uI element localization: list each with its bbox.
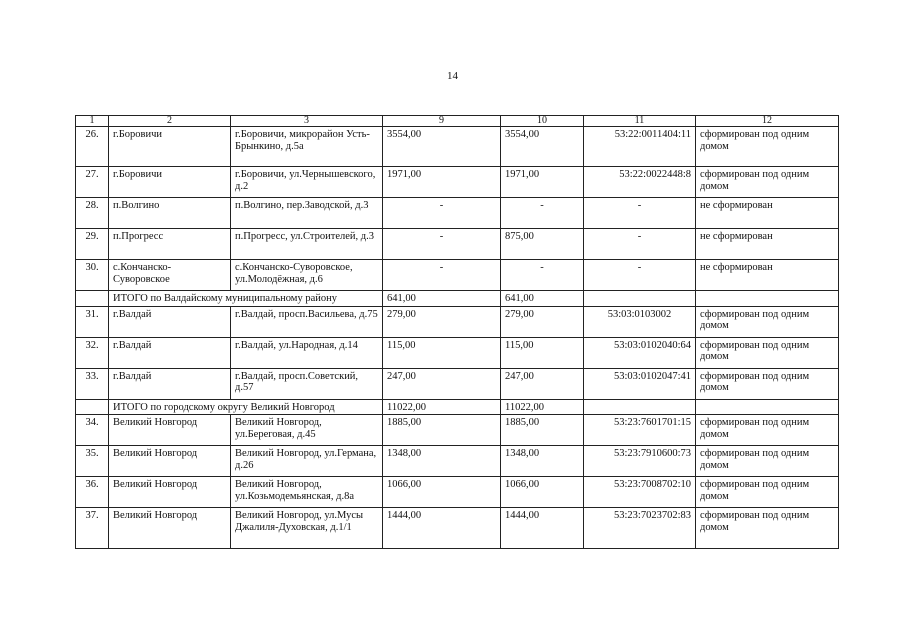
- row-number-cell: 32.: [76, 337, 109, 368]
- settlement-cell: г.Валдай: [109, 306, 231, 337]
- row-number-cell: 33.: [76, 368, 109, 399]
- cadastral-number-cell: -: [584, 229, 696, 260]
- area-col10-cell: 279,00: [501, 306, 584, 337]
- area-col10-cell: 1971,00: [501, 167, 584, 198]
- address-cell: г.Валдай, ул.Народная, д.14: [231, 337, 383, 368]
- row-number-cell: 31.: [76, 306, 109, 337]
- row-number-cell: 28.: [76, 198, 109, 229]
- settlement-cell: Великий Новгород: [109, 477, 231, 508]
- total-label: ИТОГО по Валдайскому муниципальному району: [109, 291, 383, 307]
- area-col9-cell: 3554,00: [383, 127, 501, 167]
- area-col9-cell: 1348,00: [383, 446, 501, 477]
- address-cell: г.Боровичи, ул.Чернышевского, д.2: [231, 167, 383, 198]
- note-cell: сформирован под одним домом: [696, 477, 839, 508]
- cadastral-number-cell: -: [584, 260, 696, 291]
- row-number-cell: 35.: [76, 446, 109, 477]
- area-col10-cell: 3554,00: [501, 127, 584, 167]
- row-number-cell: 27.: [76, 167, 109, 198]
- note-cell: сформирован под одним домом: [696, 415, 839, 446]
- table-row: [76, 337, 839, 368]
- area-col9-cell: 641,00: [383, 291, 501, 307]
- empty-cell: [76, 399, 109, 415]
- settlement-cell: п.Прогресс: [109, 229, 231, 260]
- address-cell: г.Валдай, просп.Советский, д.57: [231, 368, 383, 399]
- area-col10-cell: -: [501, 260, 584, 291]
- table-row: [76, 477, 839, 508]
- area-col10-cell: 641,00: [501, 291, 584, 307]
- area-col10-cell: 1066,00: [501, 477, 584, 508]
- row-number-cell: 26.: [76, 127, 109, 167]
- area-col10-cell: 1885,00: [501, 415, 584, 446]
- empty-cell: [696, 399, 839, 415]
- address-cell: с.Кончанско-Суворовское, ул.Молодёжная, д.6: [231, 260, 383, 291]
- area-col10-cell: 875,00: [501, 229, 584, 260]
- note-cell: сформирован под одним домом: [696, 508, 839, 549]
- cadastral-number-cell: 53:23:7008702:10: [584, 477, 696, 508]
- settlement-cell: г.Боровичи: [109, 167, 231, 198]
- settlement-cell: г.Валдай: [109, 337, 231, 368]
- area-col9-cell: -: [383, 260, 501, 291]
- table-row: [76, 167, 839, 198]
- table-row: [76, 198, 839, 229]
- table-row: [76, 415, 839, 446]
- area-col9-cell: -: [383, 229, 501, 260]
- address-cell: г.Валдай, просп.Васильева, д.75: [231, 306, 383, 337]
- area-col10-cell: 115,00: [501, 337, 584, 368]
- table-row: [76, 229, 839, 260]
- settlement-cell: г.Боровичи: [109, 127, 231, 167]
- area-col10-cell: -: [501, 198, 584, 229]
- row-number-cell: 30.: [76, 260, 109, 291]
- header-cell: 3: [231, 116, 383, 127]
- cadastral-number-cell: 53:03:0103002: [584, 306, 696, 337]
- header-cell: 2: [109, 116, 231, 127]
- table-row: [76, 508, 839, 549]
- empty-cell: [696, 291, 839, 307]
- note-cell: не сформирован: [696, 260, 839, 291]
- settlement-cell: с.Кончанско-Суворовское: [109, 260, 231, 291]
- cadastral-number-cell: 53:23:7023702:83: [584, 508, 696, 549]
- table-row: [76, 127, 839, 167]
- area-col9-cell: 247,00: [383, 368, 501, 399]
- total-label: ИТОГО по городскому округу Великий Новгород: [109, 399, 383, 415]
- note-cell: сформирован под одним домом: [696, 306, 839, 337]
- area-col9-cell: 279,00: [383, 306, 501, 337]
- table-row: [76, 306, 839, 337]
- header-cell: 11: [584, 116, 696, 127]
- address-cell: Великий Новгород, ул.Германа, д.26: [231, 446, 383, 477]
- settlement-cell: п.Волгино: [109, 198, 231, 229]
- note-cell: сформирован под одним домом: [696, 446, 839, 477]
- address-cell: п.Волгино, пер.Заводской, д.3: [231, 198, 383, 229]
- cadastral-number-cell: 53:22:0011404:11: [584, 127, 696, 167]
- address-cell: п.Прогресс, ул.Строителей, д.3: [231, 229, 383, 260]
- table-row: [76, 260, 839, 291]
- header-cell: 1: [76, 116, 109, 127]
- area-col10-cell: 247,00: [501, 368, 584, 399]
- empty-cell: [584, 291, 696, 307]
- cadastral-number-cell: 53:23:7910600:73: [584, 446, 696, 477]
- empty-cell: [584, 399, 696, 415]
- address-cell: Великий Новгород, ул.Береговая, д.45: [231, 415, 383, 446]
- area-col9-cell: 1971,00: [383, 167, 501, 198]
- header-cell: 9: [383, 116, 501, 127]
- address-cell: Великий Новгород, ул.Мусы Джалиля-Духовская, д.1/1: [231, 508, 383, 549]
- registry-table: [75, 115, 839, 549]
- table-header-row: [76, 116, 839, 127]
- area-col10-cell: 1444,00: [501, 508, 584, 549]
- settlement-cell: Великий Новгород: [109, 446, 231, 477]
- row-number-cell: 34.: [76, 415, 109, 446]
- cadastral-number-cell: 53:03:0102040:64: [584, 337, 696, 368]
- address-cell: г.Боровичи, микрорайон Усть-Брынкино, д.5а: [231, 127, 383, 167]
- total-row: [76, 399, 839, 415]
- settlement-cell: Великий Новгород: [109, 415, 231, 446]
- area-col9-cell: 1066,00: [383, 477, 501, 508]
- cadastral-number-cell: -: [584, 198, 696, 229]
- cadastral-number-cell: 53:22:0022448:8: [584, 167, 696, 198]
- row-number-cell: 37.: [76, 508, 109, 549]
- area-col10-cell: 11022,00: [501, 399, 584, 415]
- address-cell: Великий Новгород, ул.Козьмодемьянская, д.8а: [231, 477, 383, 508]
- cadastral-number-cell: 53:23:7601701:15: [584, 415, 696, 446]
- settlement-cell: г.Валдай: [109, 368, 231, 399]
- area-col9-cell: 1885,00: [383, 415, 501, 446]
- row-number-cell: 29.: [76, 229, 109, 260]
- area-col10-cell: 1348,00: [501, 446, 584, 477]
- table-row: [76, 368, 839, 399]
- note-cell: не сформирован: [696, 198, 839, 229]
- empty-cell: [76, 291, 109, 307]
- table-row: [76, 446, 839, 477]
- settlement-cell: Великий Новгород: [109, 508, 231, 549]
- header-cell: 12: [696, 116, 839, 127]
- area-col9-cell: -: [383, 198, 501, 229]
- area-col9-cell: 11022,00: [383, 399, 501, 415]
- area-col9-cell: 115,00: [383, 337, 501, 368]
- area-col9-cell: 1444,00: [383, 508, 501, 549]
- note-cell: сформирован под одним домом: [696, 167, 839, 198]
- note-cell: сформирован под одним домом: [696, 337, 839, 368]
- cadastral-number-cell: 53:03:0102047:41: [584, 368, 696, 399]
- header-cell: 10: [501, 116, 584, 127]
- note-cell: не сформирован: [696, 229, 839, 260]
- row-number-cell: 36.: [76, 477, 109, 508]
- note-cell: сформирован под одним домом: [696, 127, 839, 167]
- note-cell: сформирован под одним домом: [696, 368, 839, 399]
- total-row: [76, 291, 839, 307]
- page-number: 14: [447, 70, 458, 82]
